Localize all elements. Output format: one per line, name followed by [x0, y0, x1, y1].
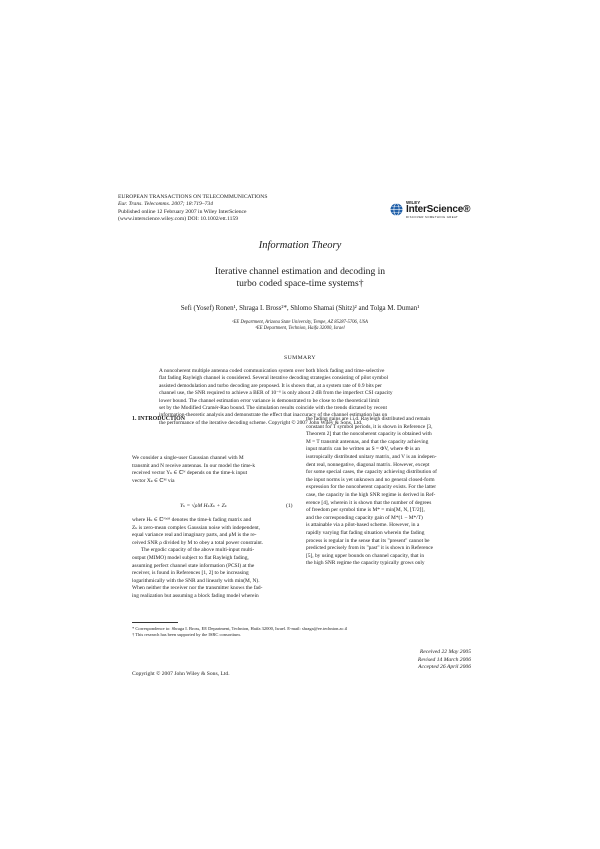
logo-tagline: DISCOVER SOMETHING GREAT	[406, 215, 459, 219]
publication-date: Published online 12 February 2007 in Wiley InterScience	[118, 208, 247, 215]
equation-number: (1)	[286, 503, 293, 509]
abstract-line: A noncoherent multiple antenna coded communication system over both block fading and time-selective	[159, 368, 385, 374]
body-line: M = T transmit antennas, and that the capacity achieving	[306, 438, 429, 445]
body-line: output (MIMO) model subject to flat Rayleigh fading,	[132, 554, 249, 561]
body-line: process is regular in the sense that its "present" cannot be	[306, 537, 430, 544]
section-label: Information Theory	[258, 240, 342, 251]
body-line: dent real, nonnegative, diagonal matrix. However, except	[306, 461, 430, 468]
body-line: received vector Yₖ ∈ ℂᴺ depends on the time-k input	[132, 470, 248, 477]
body-line: ceived SNR ρ divided by M to obey a total power constraint.	[132, 539, 264, 546]
journal-header	[118, 194, 267, 224]
body-line: where Hₖ ∈ ℂᴺˣᴹ denotes the time-k fading matrix and	[132, 517, 252, 523]
paper-title	[0, 266, 600, 290]
body-line: constant for T symbol periods, it is shown in Reference [3,	[306, 423, 433, 430]
body-line: Theorem 2] that the noncoherent capacity is obtained with	[306, 431, 432, 438]
body-line: case, the capacity in the high SNR regime is derived in Ref-	[306, 491, 436, 498]
body-line: [5], by using upper bounds on channel capacity, that in	[306, 552, 425, 559]
abstract-line: channel use, the SNR required to achieve a BER of 10⁻⁶ is only about 2 dB from the imperfect CSI capacity	[159, 390, 393, 397]
body-line: expression for the noncoherent capacity exists. For the latter	[306, 484, 437, 491]
body-line: We consider a single-user Gaussian channel with M	[132, 455, 244, 461]
body-line: is attainable via a pilot-based scheme. However, in a	[306, 522, 420, 529]
body-line: Zₖ is zero-mean complex Gaussian noise with independent,	[132, 524, 261, 531]
body-line: isotropically distributed unitary matrix, and V is an indepen-	[306, 453, 437, 460]
footnote-funding: † This research has been supported by the ISRC consortium.	[132, 632, 241, 638]
affiliation-1: ¹EE Department, Arizona State University, Tempe, AZ 85287-5706, USA	[232, 320, 368, 325]
abstract-line: assisted demodulation and turbo decoding are proposed. It is shown that, at a system rate of 0.9 bits per	[159, 382, 382, 389]
wiley-interscience-logo	[390, 200, 490, 220]
footnote-correspondence: * Correspondence to: Shraga I. Bross, EE Department, Technion, Haifa 32000, Israel. E-mail: shraga@ee.technion.ac.il	[132, 626, 348, 631]
received-dates	[380, 649, 471, 672]
body-line: logarithmically with the SNR and linearly with min(M, N).	[132, 577, 260, 584]
title-line-1: Iterative channel estimation and decoding in	[214, 266, 386, 277]
body-line: the input norms is yet unknown and no general closed-form	[306, 476, 435, 483]
logo-name: InterScience®	[406, 204, 471, 215]
body-column-left	[132, 455, 297, 485]
revised-date: Revised 14 March 2006	[417, 656, 471, 663]
abstract-line: set by the Modified Cramér-Rao bound. The simulation results coincide with the trends dictated by recent	[159, 405, 387, 412]
equation-expression: Yₖ = √ρM HₖXₖ + Zₖ	[180, 503, 227, 509]
body-line: the high SNR regime the capacity typically grows only	[306, 560, 425, 567]
body-line: assuming perfect channel state information (PCSI) at the	[132, 562, 255, 569]
title-line-2: turbo coded space-time systems†	[236, 278, 364, 289]
body-line: erence [4], wherein it is shown that the number of degrees	[306, 499, 432, 506]
abstract-line: information-theoretic analysis and demonstrate the effect that inaccuracy of the channel estimation has on	[159, 412, 388, 419]
abstract-line: flat fading Rayleigh channel is considered. Several iterative decoding strategies consisting of pilot symbol	[159, 375, 389, 382]
body-line: predicted precisely from its "past" it is shown in Reference	[306, 545, 434, 552]
body-line: transmit and N receive antennas. In our model the time-k	[132, 462, 256, 469]
abstract-line: lower bound. The channel estimation error variance is demonstrated to be close to the theoretical limit	[159, 397, 380, 404]
introduction-heading: 1. INTRODUCTION	[132, 416, 186, 422]
globe-icon	[390, 203, 403, 216]
affiliations	[0, 320, 600, 332]
body-line: the fading gains are i.i.d. Rayleigh distributed and remain	[306, 416, 431, 422]
body-line: equal variance real and imaginary parts, and ρM is the re-	[132, 532, 257, 539]
body-line: rapidly varying flat fading situation wherein the fading	[306, 529, 425, 536]
body-line: for some special cases, the capacity achieving distribution of	[306, 469, 437, 476]
footnotes	[132, 626, 347, 639]
affiliation-2: ²EE Department, Technion, Haifa 32000, Israel	[255, 326, 345, 332]
journal-citation: Eur. Trans. Telecomms. 2007; 18:719–734	[118, 201, 214, 208]
abstract-line: the performance of the iterative decoding scheme. Copyright © 2007 John Wiley & Sons, Ltd.	[159, 419, 363, 426]
body-column-right	[306, 416, 471, 568]
body-line: ing realization but assuming a block fading model wherein	[132, 592, 259, 599]
body-line: of freedom per symbol time is M* = min[M, N, ⌊T/2⌋],	[306, 507, 425, 514]
logo-wiley: WILEY	[406, 200, 421, 205]
received-date: Received 22 May 2005	[419, 649, 471, 655]
accepted-date: Accepted 26 April 2006	[418, 664, 471, 671]
doi-line: (www.interscience.wiley.com) DOI: 10.1002/ett.1159	[118, 216, 239, 223]
body-line: receiver, is found in References [1, 2] to be increasing	[132, 570, 249, 577]
body-line: and the corresponding capacity gain of M*(1 − M*/T)	[306, 514, 423, 521]
summary-heading: SUMMARY	[284, 355, 316, 361]
body-column-left-continued	[132, 517, 297, 601]
body-line: input matrix can be written as S = ΦV, where Φ is an	[306, 446, 420, 453]
copyright-notice: Copyright © 2007 John Wiley & Sons, Ltd.	[132, 671, 230, 677]
footnote-rule	[132, 622, 178, 623]
body-line: When neither the receiver nor the transmitter knows the fad-	[132, 585, 263, 592]
author-list: Sefi (Yosef) Ronen¹, Shraga I. Bross²*, Shlomo Shamai (Shitz)² and Tolga M. Duman¹	[180, 305, 420, 312]
journal-name: EUROPEAN TRANSACTIONS ON TELECOMMUNICATIONS	[118, 194, 268, 200]
body-line: vector Xₖ ∈ ℂᴹ via	[132, 477, 175, 484]
body-line: The ergodic capacity of the above multi-input multi-	[141, 547, 255, 554]
